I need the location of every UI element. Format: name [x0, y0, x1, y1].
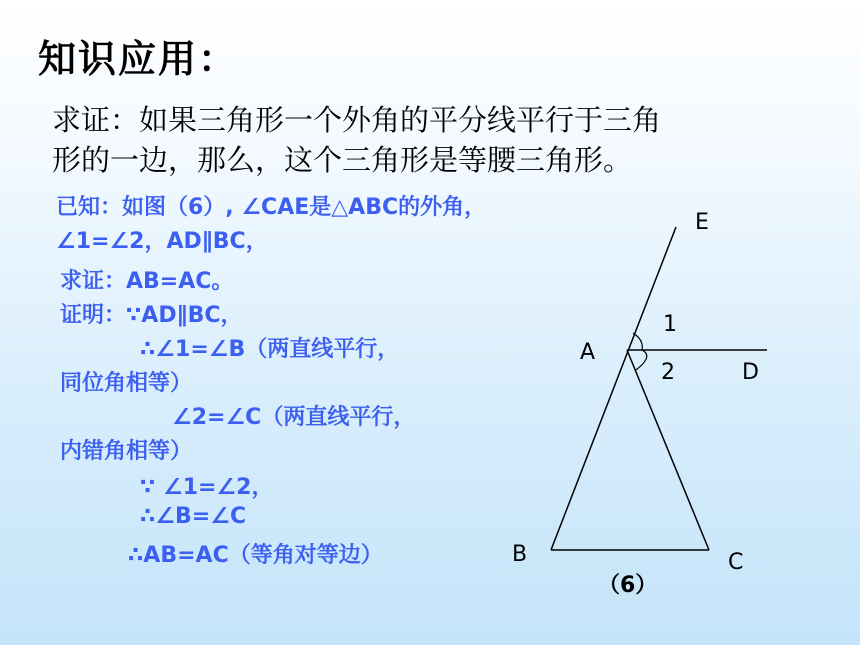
given-line-2: ∠1=∠2，AD∥BC， — [56, 229, 268, 254]
label-D: D — [742, 360, 759, 385]
angle-2-label: 2 — [661, 360, 675, 385]
proof-step-2b: 同位角相等） — [60, 371, 193, 396]
angle-2-arc — [636, 350, 647, 370]
proof-step-3a: ∠2=∠C（两直线平行， — [172, 405, 416, 430]
prove-line: 求证：AB=AC。 — [60, 269, 234, 294]
label-A: A — [580, 340, 596, 365]
label-E: E — [695, 210, 709, 235]
statement-line-2: 形的一边，那么，这个三角形是等腰三角形。 — [52, 143, 633, 177]
proof-step-3b: 内错角相等） — [60, 439, 193, 464]
line-BE — [551, 227, 676, 550]
proof-step-1: 证明：∵AD∥BC， — [60, 303, 243, 328]
label-C: C — [728, 550, 744, 575]
slide-title: 知识应用： — [38, 37, 239, 81]
statement-line-1: 求证：如果三角形一个外角的平分线平行于三角 — [52, 103, 662, 137]
figure-caption: （6） — [598, 573, 658, 598]
proof-step-4: ∵ ∠1=∠2， — [140, 475, 274, 500]
proof-step-6: ∴AB=AC（等角对等边） — [128, 543, 383, 568]
given-line-1: 已知：如图（6）, ∠CAE是△ABC的外角， — [56, 195, 487, 220]
label-B: B — [512, 542, 528, 567]
proof-step-2a: ∴∠1=∠B（两直线平行， — [140, 337, 400, 362]
proof-step-5: ∴∠B=∠C — [140, 504, 247, 529]
angle-1-label: 1 — [663, 312, 677, 337]
